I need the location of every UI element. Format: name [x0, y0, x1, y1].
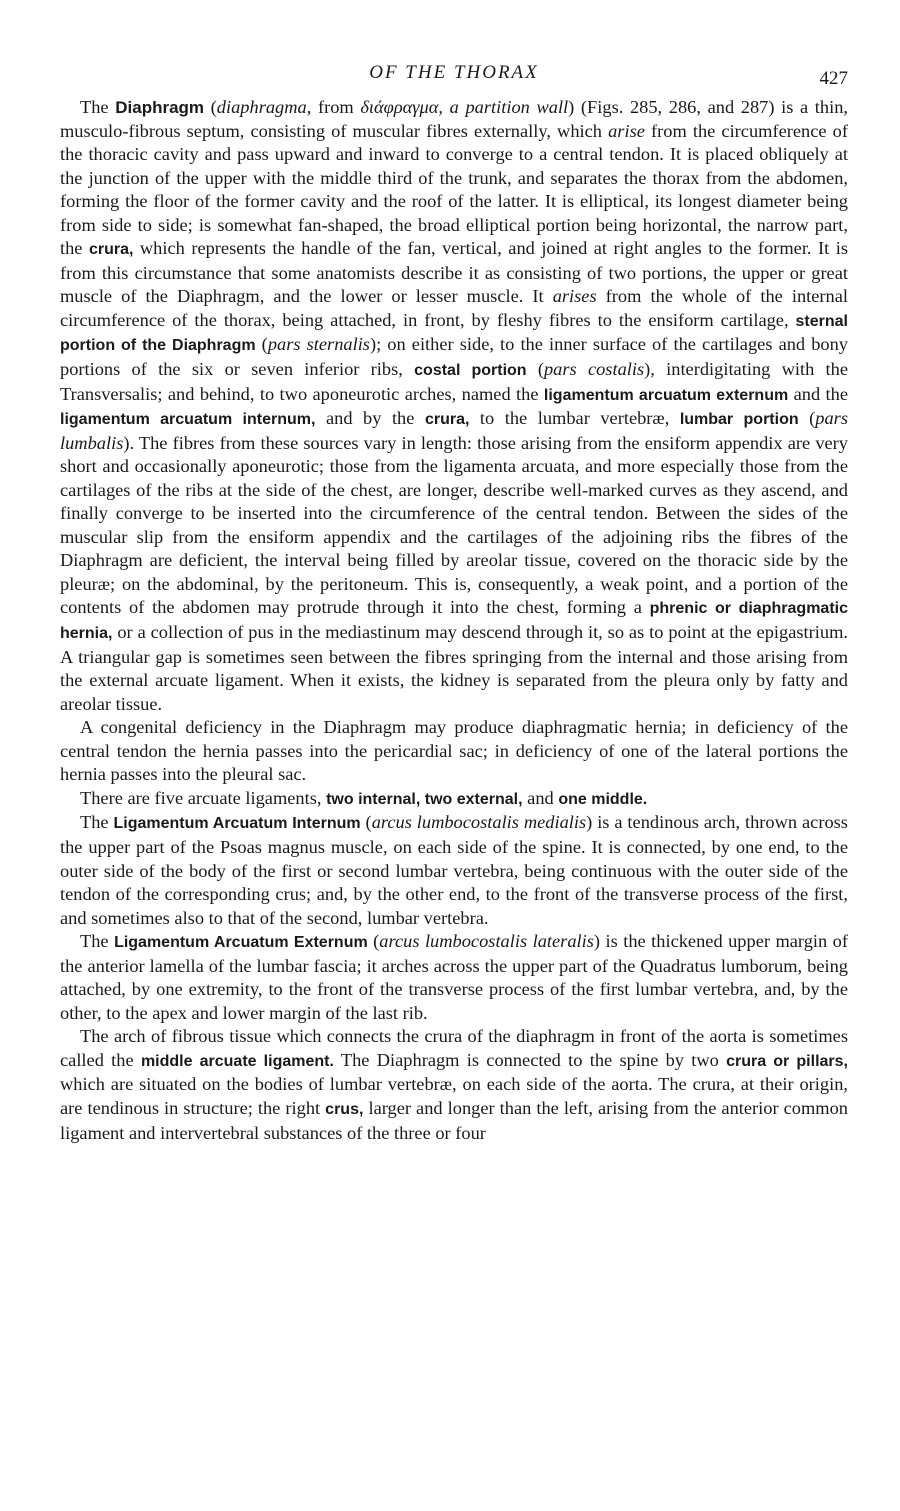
term-costal-portion: costal portion [414, 362, 527, 380]
paragraph-arcuate-ligaments: There are five arcuate ligaments, two internal, two external, and one middle. [80, 787, 648, 808]
body-text [60, 96, 848, 1145]
term-diaphragmatic-hernia: phrenic or diaphragmatic hernia, [60, 600, 848, 643]
paragraph-diaphragm: The Diaphragm (diaphragma, from διάφραγμα, a partition wall) (Figs. 285, 286, and 287) is a thin, musculo-fibrous septum, consisting of muscular fibres externally, which arise from the circumference of the thoracic cavity and pass upward and inward to converge to a central tendon. It is placed obliquely at the junction of the upper with the middle third of the trunk, and separates the thorax from the abdomen, forming the floor of the former cavity and the roof of the latter. It is elliptical, its longest diameter being from side to side; is somewhat fan-shaped, the broad elliptical portion being horizontal, the narrow part, the crura, which represents the handle of the fan, vertical, and joined at right angles to the former. It is from this circumstance that some anatomists describe it as consisting of two portions, the upper or great muscle of the Diaphragm, and the lower or lesser muscle. It arises from the whole of the internal circumference of the thorax, being attached, in front, by fleshy fibres to the ensiform cartilage, sternal portion of the Diaphragm (pars sternalis); on either side, to the inner surface of the cartilages and bony portions of the six or seven inferior ribs, costal portion (pars costalis), interdigitating with the Transversalis; and behind, to two aponeurotic arches, named the ligamentum arcuatum externum and the ligamentum arcuatum internum, and by the crura, to the lumbar vertebræ, lumbar portion (pars lumbalis). The fibres from these sources vary in length: those arising from the ensiform appendix are very short and occasionally aponeurotic; those from the ligamenta arcuata, and more especially those from the cartilages of the ribs at the side of the chest, are longer, describe well-marked curves as they ascend, and finally converge to be inserted into the circumference of the central tendon. Between the sides of the muscular slip from the ensiform appendix and the cartilages of the adjoining ribs the fibres of the Diaphragm are deficient, the interval being filled by areolar tissue, covered on the thoracic side by the pleuræ; on the abdominal, by the peritoneum. This is, consequently, a weak point, and a portion of the contents of the abdomen may protrude through it into the chest, forming a phrenic or diaphragmatic hernia, or a collection of pus in the mediastinum may descend through it, so as to point at the epigastrium. A triangular gap is sometimes seen between the fibres springing from the internal and those arising from the external arcuate ligament. When it exists, the kidney is separated from the pleura only by fatty and areolar tissue. [60, 97, 849, 714]
paragraph-ligamentum-externum: The Ligamentum Arcuatum Externum (arcus lumbocostalis lateralis) is the thickened upper margin of the anterior lamella of the lumbar fascia; it arches across the upper part of the Quadratus lumborum, being attached, by one extremity, to the front of the transverse process of the first lumbar vertebra, and, by the other, to the apex and lower margin of the last rib. [60, 931, 849, 1023]
page-number: 427 [819, 68, 848, 89]
book-page [60, 62, 848, 1145]
term-crura-2: crura, [424, 411, 470, 429]
term-middle-arcuate-ligament: middle arcuate ligament. [140, 1052, 334, 1070]
term-lumbar-portion: lumbar portion [679, 411, 799, 429]
paragraph-ligamentum-internum: The Ligamentum Arcuatum Internum (arcus lumbocostalis medialis) is a tendinous arch, thrown across the upper part of the Psoas magnus muscle, on each side of the spine. It is connected, by one end, to the outer side of the body of the first or second lumbar vertebra, being continuous with the outer side of the tendon of the corresponding crus; and, by the other end, to the front of the transverse process of the first, and sometimes also to that of the second, lumbar vertebra. [60, 812, 848, 928]
paragraph-middle-arcuate-and-crura: The arch of fibrous tissue which connects the crura of the diaphragm in front of the aorta is sometimes called the middle arcuate ligament. The Diaphragm is connected to the spine by two crura or pillars, which are situated on the bodies of lumbar vertebræ, on each side of the aorta. The crura, at their origin, are tendinous in structure; the right crus, larger and longer than the left, arising from the anterior common ligament and intervertebral substances of the three or four [60, 1026, 848, 1143]
term-crus: crus, [325, 1100, 364, 1118]
running-head [60, 62, 848, 96]
term-ligamentum-arcuatum-externum-heading: Ligamentum Arcuatum Externum [114, 934, 368, 952]
term-crura: crura, [88, 241, 134, 259]
term-diaphragm: Diaphragm [115, 98, 205, 117]
term-ligamentum-arcuatum-internum: ligamentum arcuatum internum, [60, 411, 316, 429]
term-crura-or-pillars: crura or pillars, [726, 1052, 848, 1070]
running-head-title: OF THE THORAX [369, 62, 539, 83]
paragraph-congenital-deficiency: A congenital deficiency in the Diaphragm may produce diaphragmatic hernia; in deficiency of the central tendon the hernia passes into the pericardial sac; in deficiency of one of the lateral portions the hernia passes into the pleural sac. [60, 717, 848, 785]
term-ligamentum-arcuatum-internum-heading: Ligamentum Arcuatum Internum [113, 815, 361, 833]
term-ligamentum-arcuatum-externum: ligamentum arcuatum externum [543, 386, 789, 404]
term-internal-external: two internal, two external, [326, 790, 523, 808]
term-one-middle: one middle. [558, 790, 648, 808]
term-sternal-portion: sternal portion of the Diaphragm [60, 312, 848, 355]
